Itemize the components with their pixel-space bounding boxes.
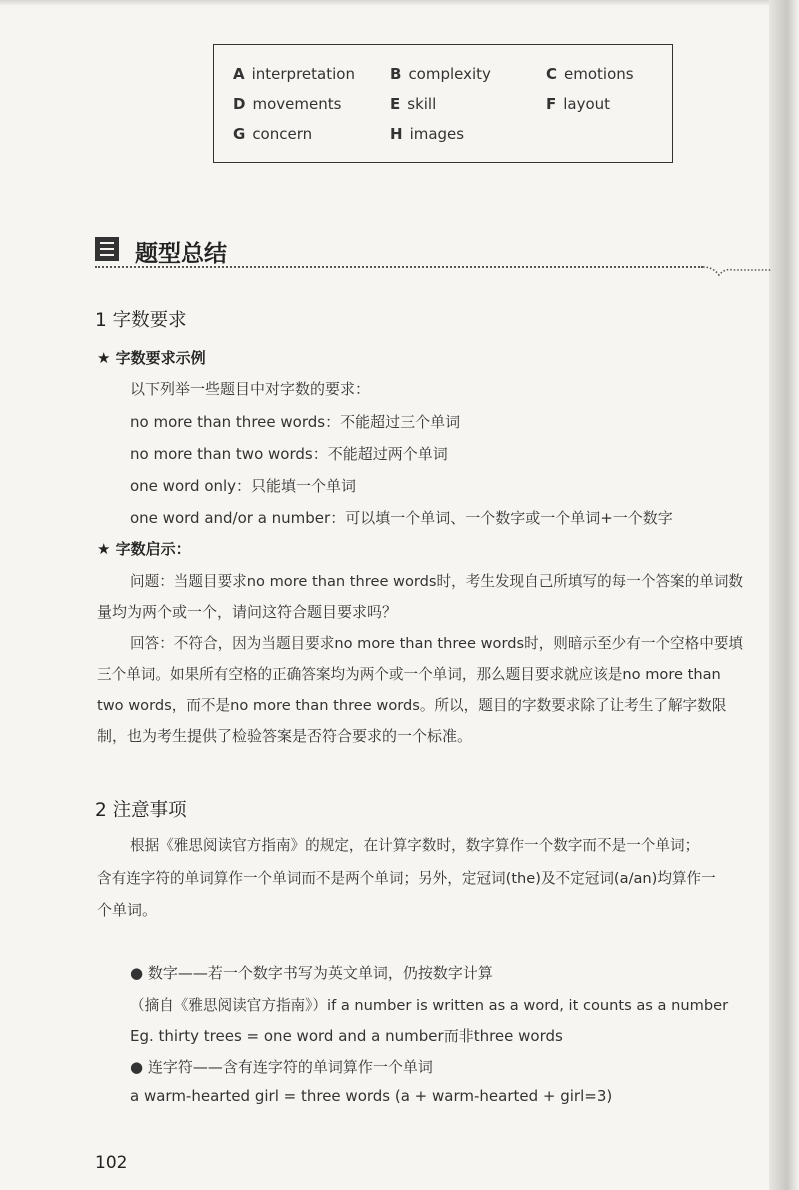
vocab-item: F layout xyxy=(546,95,611,113)
vocab-item: B complexity xyxy=(390,65,491,83)
bullet-line: a warm-hearted girl = three words (a + warm-hearted + girl=3) xyxy=(130,1087,613,1105)
bullet-line: ● 连字符——含有连字符的单词算作一个单词 xyxy=(130,1058,433,1076)
paragraph-line: 个单词。 xyxy=(97,901,158,919)
answer-line: two words，而不是no more than three words。所以，题目的字数要求除了让考生了解字数限 xyxy=(97,697,727,714)
example-line: one word and/or a number：可以填一个单词、一个数字或一个单词+一个数字 xyxy=(130,509,673,527)
vocab-item: G concern xyxy=(233,125,313,143)
example-line: no more than three words：不能超过三个单词 xyxy=(130,413,461,431)
part1-heading: 1 字数要求 xyxy=(95,310,187,331)
section-three-icon xyxy=(95,237,119,261)
paragraph-line: 含有连字符的单词算作一个单词而不是两个单词；另外，定冠词(the)及不定冠词(a/an)均算作一 xyxy=(97,870,716,887)
answer-line: 三个单词。如果所有空格的正确答案均为两个或一个单词，那么题目要求就应该是no more than xyxy=(97,666,721,683)
hint-title: ★ 字数启示： xyxy=(97,540,191,558)
question-line: 问题：当题目要求no more than three words时，考生发现自己所填写的每一个答案的单词数 xyxy=(130,573,744,590)
example-line: no more than two words：不能超过两个单词 xyxy=(130,445,448,463)
answer-line: 制，也为考生提供了检验答案是否符合要求的一个标准。 xyxy=(97,727,473,745)
example-title: ★ 字数要求示例 xyxy=(97,349,206,367)
answer-line: 回答：不符合，因为当题目要求no more than three words时，则暗示至少有一个空格中要填 xyxy=(130,635,744,652)
page-top-shadow xyxy=(0,0,799,6)
bullet-line: ● 数字——若一个数字书写为英文单词，仍按数字计算 xyxy=(130,964,493,982)
vocab-item: C emotions xyxy=(546,65,634,83)
section-divider xyxy=(95,266,703,268)
divider-flourish xyxy=(703,266,771,278)
section-title: 题型总结 xyxy=(135,241,227,267)
vocab-box xyxy=(213,44,673,163)
vocab-item: H images xyxy=(390,125,465,143)
bullet-line: （摘自《雅思阅读官方指南》）if a number is written as a word, it counts as a number xyxy=(130,997,729,1014)
paragraph-line: 根据《雅思阅读官方指南》的规定，在计算字数时，数字算作一个数字而不是一个单词； xyxy=(130,837,700,854)
part2-heading: 2 注意事项 xyxy=(95,800,187,821)
page-number: 102 xyxy=(95,1153,128,1173)
example-line: one word only：只能填一个单词 xyxy=(130,477,357,495)
examples-intro: 以下列举一些题目中对字数的要求： xyxy=(130,380,371,398)
question-line: 量均为两个或一个，请问这符合题目要求吗？ xyxy=(97,603,398,621)
page-binding-edge xyxy=(769,0,799,1190)
bullet-line: Eg. thirty trees = one word and a number而非three words xyxy=(130,1027,563,1045)
vocab-item: D movements xyxy=(233,95,342,113)
vocab-item: E skill xyxy=(390,95,437,113)
vocab-item: A interpretation xyxy=(233,65,355,83)
